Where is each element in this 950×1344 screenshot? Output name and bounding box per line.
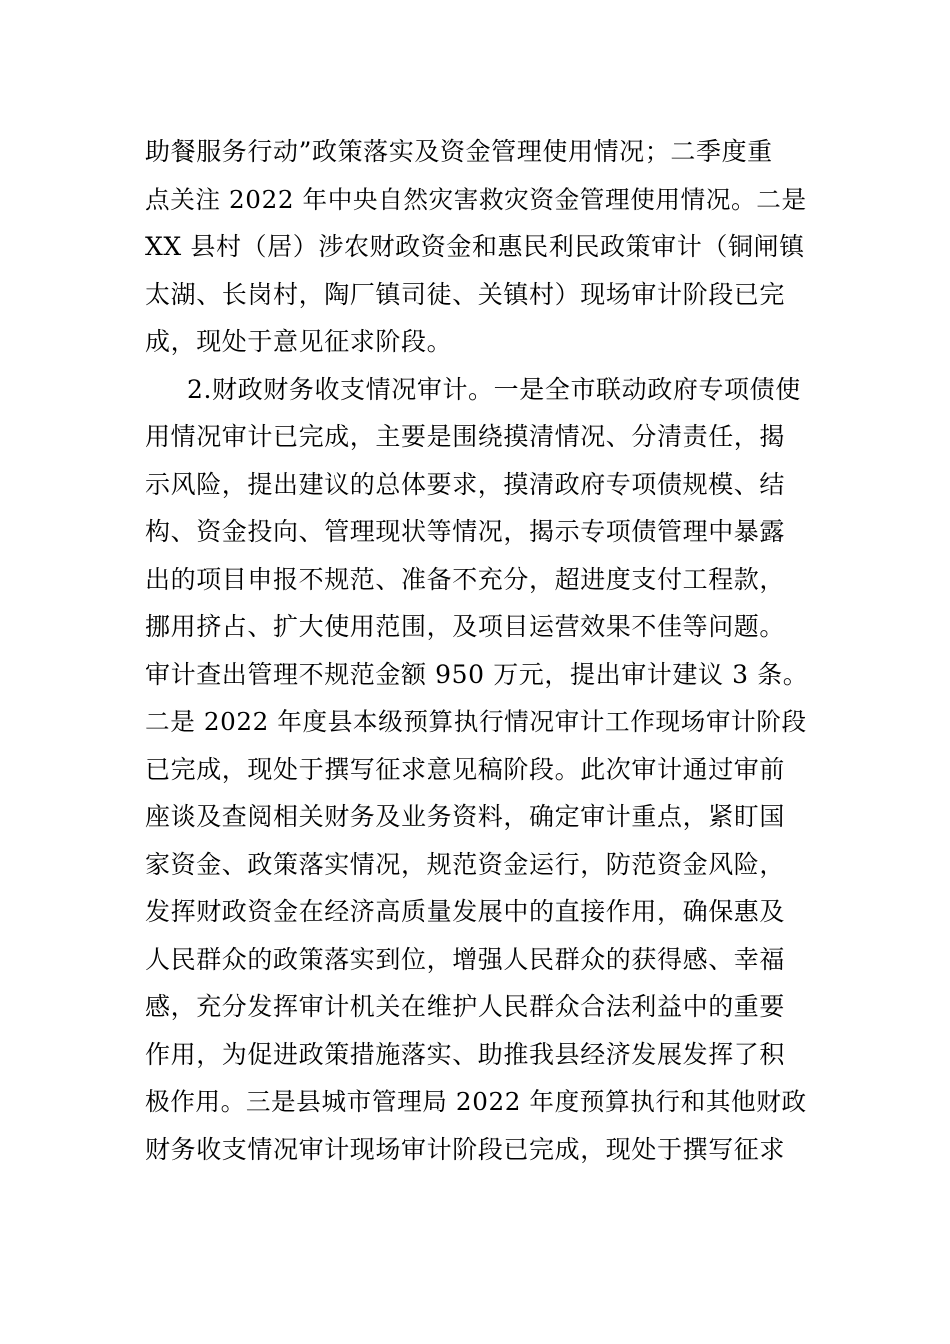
text-line: 出的项目申报不规范、准备不充分，超进度支付工程款， <box>145 564 786 594</box>
text-line: 人民群众的政策落实到位，增强人民群众的获得感、幸福 <box>145 944 786 974</box>
text-line: 太湖、长岗村，陶厂镇司徒、关镇村）现场审计阶段已完 <box>145 279 786 309</box>
text-line: 助餐服务行动”政策落实及资金管理使用情况；二季度重 <box>145 137 773 166</box>
text-line: 极作用。三是县城市管理局 2022 年度预算执行和其他财政 <box>145 1087 807 1116</box>
text-line: XX 县村（居）涉农财政资金和惠民利民政策审计（铜闸镇 <box>145 232 805 261</box>
text-line: 作用，为促进政策措施落实、助推我县经济发展发挥了积 <box>145 1039 786 1069</box>
text-line: 已完成，现处于撰写征求意见稿阶段。此次审计通过审前 <box>145 754 786 784</box>
text-line: 发挥财政资金在经济高质量发展中的直接作用，确保惠及 <box>145 897 786 926</box>
text-line: 家资金、政策落实情况，规范资金运行，防范资金风险， <box>145 849 786 879</box>
text-line: 点关注 2022 年中央自然灾害救灾资金管理使用情况。二是 <box>145 184 807 214</box>
text-line: 用情况审计已完成，主要是围绕摸清情况、分清责任，揭 <box>145 422 786 451</box>
document-body <box>145 128 810 1173</box>
text-line: 成，现处于意见征求阶段。 <box>145 327 453 356</box>
text-line: 示风险，提出建议的总体要求，摸清政府专项债规模、结 <box>145 469 786 499</box>
paragraph-start-line: 2.财政财务收支情况审计。一是全市联动政府专项债使 <box>187 374 801 404</box>
text-line: 构、资金投向、管理现状等情况，揭示专项债管理中暴露 <box>145 517 786 546</box>
text-line: 感，充分发挥审计机关在维护人民群众合法利益中的重要 <box>145 992 786 1021</box>
text-line: 财务收支情况审计现场审计阶段已完成，现处于撰写征求 <box>145 1134 786 1164</box>
text-line: 二是 2022 年度县本级预算执行情况审计工作现场审计阶段 <box>145 707 807 736</box>
text-line: 座谈及查阅相关财务及业务资料，确定审计重点，紧盯国 <box>145 802 786 831</box>
text-line: 审计查出管理不规范金额 950 万元，提出审计建议 3 条。 <box>145 659 809 689</box>
text-line: 挪用挤占、扩大使用范围，及项目运营效果不佳等问题。 <box>145 612 786 641</box>
